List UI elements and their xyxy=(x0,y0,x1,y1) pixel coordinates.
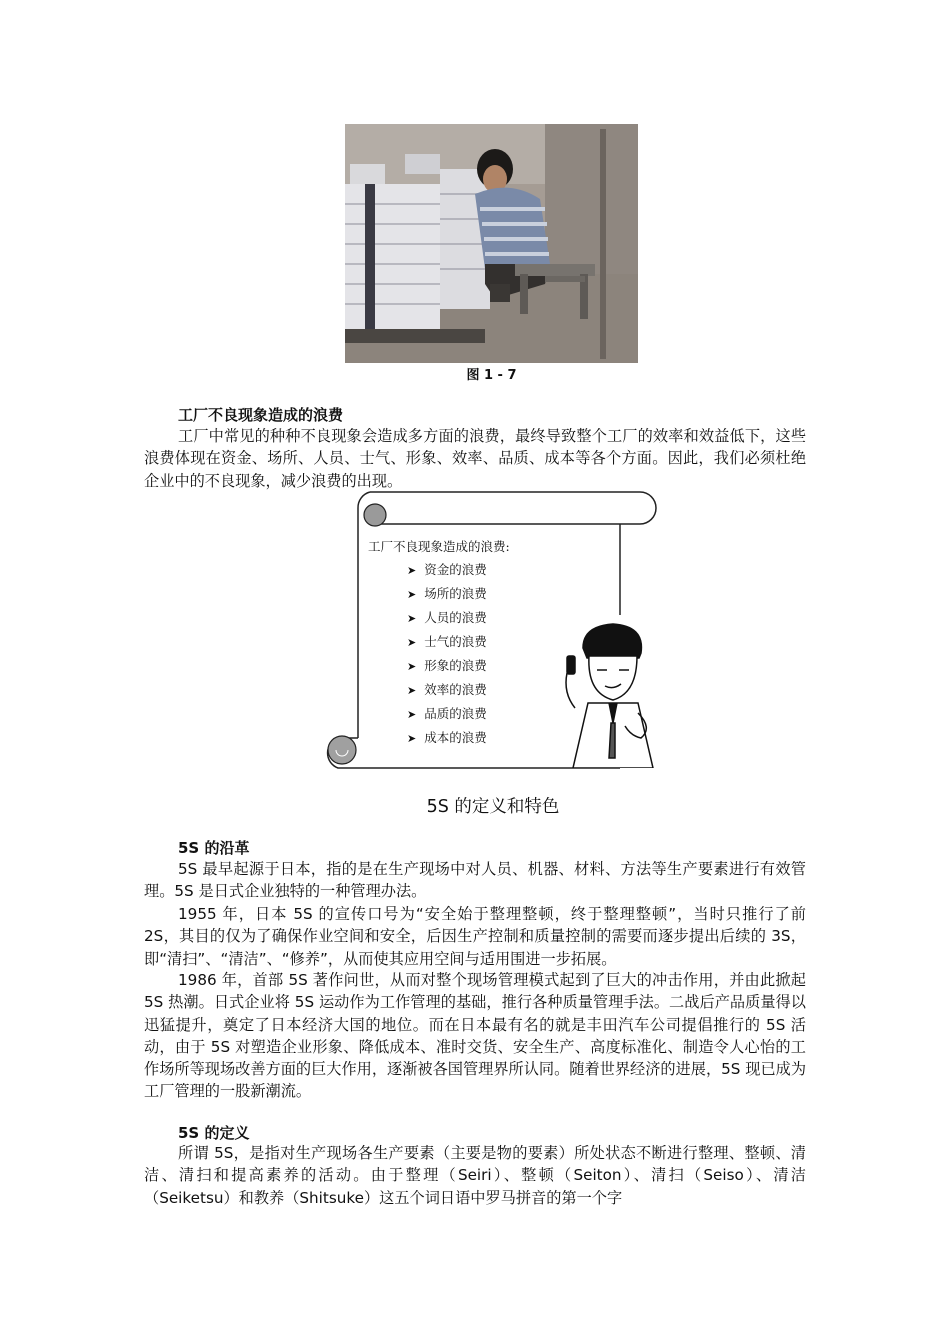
arrow-bullet-icon: ➤ xyxy=(407,684,417,697)
waste-paragraph: 工厂中常见的种种不良现象会造成多方面的浪费，最终导致整个工厂的效率和效益低下，这些浪费体现在资金、场所、人员、士气、形象、效率、品质、成本等各个方面。因此，我们必须杜绝企业中的不良现象，减少浪费的出现。 xyxy=(144,427,806,490)
arrow-bullet-icon: ➤ xyxy=(407,588,417,601)
arrow-bullet-icon: ➤ xyxy=(407,732,417,745)
arrow-bullet-icon: ➤ xyxy=(407,636,417,649)
definition-paragraph: 所谓 5S，是指对生产现场各生产要素（主要是物的要素）所处状态不断进行整理、整顿、清洁、清扫和提高素养的活动。由于整理（Seiri）、整顿（Seiton）、清扫（Seiso）、清洁（Seiketsu）和教养（Shitsuke）这五个词日语中罗马拼音的第一个字 xyxy=(144,1144,806,1207)
figure-caption: 图 1 - 7 xyxy=(466,368,517,383)
scroll-item: ➤ 品质的浪费 xyxy=(407,706,487,721)
history-paragraph: 5S 最早起源于日本，指的是在生产现场中对人员、机器、材料、方法等生产要素进行有效管理。5S 是日式企业独特的一种管理办法。 xyxy=(144,860,806,901)
history-paragraph: 1986 年，首部 5S 著作问世，从而对整个现场管理模式起到了巨大的冲击作用，并由此掀起 5S 热潮。日式企业将 5S 运动作为工作管理的基础，推行各种质量管理手法。二战后产品质量得以迅猛提升，奠定了日本经济大国的地位。而在日本最有名的就是丰田汽车公司提倡推行的 5S 活动，由于 5S 对塑造企业形象、降低成本、准时交货、安全生产、高度标准化、制造令人心怡的工作场所等现场改善方面的巨大作用，逐渐被各国管理界所认同。随着世界经济的进展，5S 现已成为工厂管理的一股新潮流。 xyxy=(144,971,807,1101)
history-heading: 5S 的沿革 xyxy=(178,839,250,857)
arrow-bullet-icon: ➤ xyxy=(407,660,417,673)
scroll-item: ➤ 人员的浪费 xyxy=(407,610,487,625)
scroll-item: ➤ 场所的浪费 xyxy=(407,586,487,601)
arrow-bullet-icon: ➤ xyxy=(407,612,417,625)
cartoon-man-icon xyxy=(553,618,663,768)
factory-photo xyxy=(345,124,638,363)
definition-heading: 5S 的定义 xyxy=(178,1124,250,1142)
scroll-item: ➤ 形象的浪费 xyxy=(407,658,487,673)
arrow-bullet-icon: ➤ xyxy=(407,708,417,721)
waste-heading: 工厂不良现象造成的浪费 xyxy=(178,406,344,424)
history-paragraph: 1955 年，日本 5S 的宣传口号为“安全始于整理整顿，终于整理整顿”，当时只推行了前 2S，其目的仅为了确保作业空间和安全，后因生产控制和质量控制的需要而逐步提出后续的 3S，即“清扫”、“清洁”、“修养”，从而使其应用空间与适用围进一步拓展。 xyxy=(144,905,806,968)
section-title: 5S 的定义和特色 xyxy=(426,797,560,817)
scroll-item: ➤ 士气的浪费 xyxy=(407,634,487,649)
scroll-item: ➤ 成本的浪费 xyxy=(407,730,487,745)
scroll-item: ➤ 效率的浪费 xyxy=(407,682,487,697)
arrow-bullet-icon: ➤ xyxy=(407,564,417,577)
scroll-title: 工厂不良现象造成的浪费: xyxy=(368,539,510,554)
scroll-item: ➤ 资金的浪费 xyxy=(407,562,487,577)
